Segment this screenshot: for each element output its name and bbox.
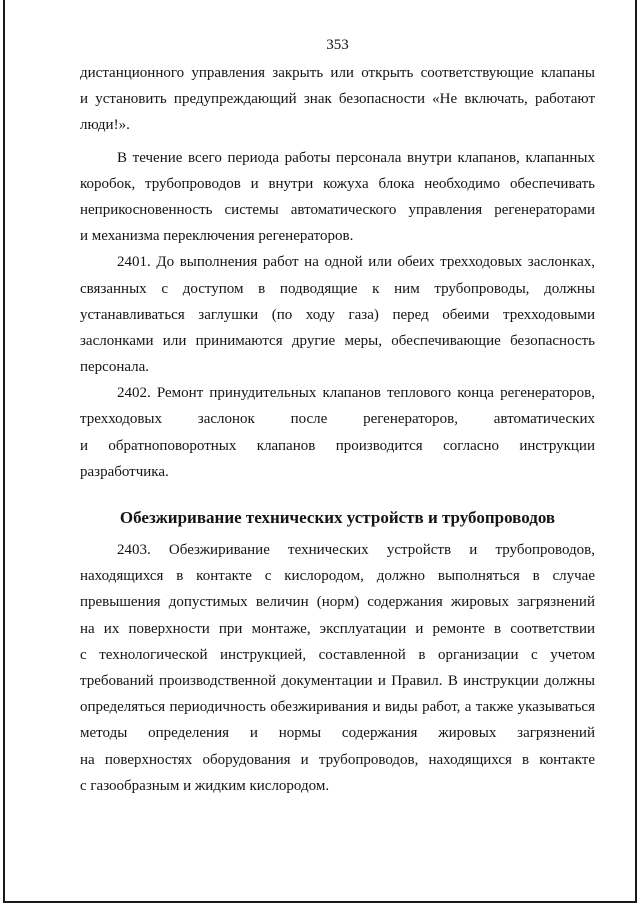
text-line: 2403. Обезжиривание технических устройств и трубопроводов, (117, 542, 595, 558)
text-line: устанавливаться заглушки (по ходу газа) перед обеими трехходовыми (80, 306, 595, 323)
text-line: разработчика. (80, 463, 169, 480)
text-line: определяться периодичность обезжиривания и виды работ, а также указываться (80, 699, 595, 716)
text-line: находящихся в контакте с кислородом, должно выполняться в случае (80, 568, 595, 585)
page-number: 353 (326, 37, 349, 53)
paragraph-2401 (80, 249, 595, 380)
text-line: и установить предупреждающий знак безопасности «Не включать, работают (80, 91, 595, 108)
text-line: требований производственной документации и Правил. В инструкции должны (80, 672, 595, 689)
text-line: неприкосновенность системы автоматического управления регенераторами (80, 201, 595, 218)
paragraph-2403 (80, 537, 595, 799)
text-line: коробок, трубопроводов и внутри кожуха блока необходимо обеспечивать (80, 175, 595, 192)
text-line: с технологической инструкцией, составленной в организации с учетом (80, 646, 595, 663)
paragraph-2402 (80, 380, 595, 485)
text-line: связанных с доступом в подводящие к ним трубопроводы, должны (80, 280, 595, 297)
text-line: заслонками или принимаются другие меры, обеспечивающие безопасность (80, 332, 595, 349)
document-page (3, 0, 637, 903)
text-line: 2402. Ремонт принудительных клапанов теплового конца регенераторов, (117, 385, 595, 402)
text-line: 2401. До выполнения работ на одной или обеих трехходовых заслонках, (117, 254, 595, 271)
text-line: превышения допустимых величин (норм) содержания жировых загрязнений (80, 594, 595, 611)
text-line: персонала. (80, 359, 150, 376)
paragraph-continuation (80, 60, 595, 139)
text-line: с газообразным и жидким кислородом. (80, 777, 330, 794)
text-line: дистанционного управления закрыть или открыть соответствующие клапаны (80, 65, 595, 81)
text-line: методы определения и нормы содержания жировых загрязнений (80, 725, 595, 742)
text-line: на их поверхности при монтаже, эксплуатации и ремонте в соответствии (80, 620, 595, 637)
section-heading: Обезжиривание технических устройств и трубопроводов (119, 508, 556, 527)
page-content (80, 34, 595, 799)
text-line: и механизма переключения регенераторов. (80, 228, 354, 245)
paragraph-personnel-safety (80, 145, 595, 250)
text-line: на поверхностях оборудования и трубопроводов, находящихся в контакте (80, 751, 595, 768)
text-line: и обратноповоротных клапанов производится согласно инструкции (80, 437, 595, 454)
text-line: В течение всего периода работы персонала внутри клапанов, клапанных (117, 149, 595, 166)
text-line: люди!». (80, 117, 130, 134)
text-line: трехходовых заслонок после регенераторов, автоматических (80, 411, 595, 428)
